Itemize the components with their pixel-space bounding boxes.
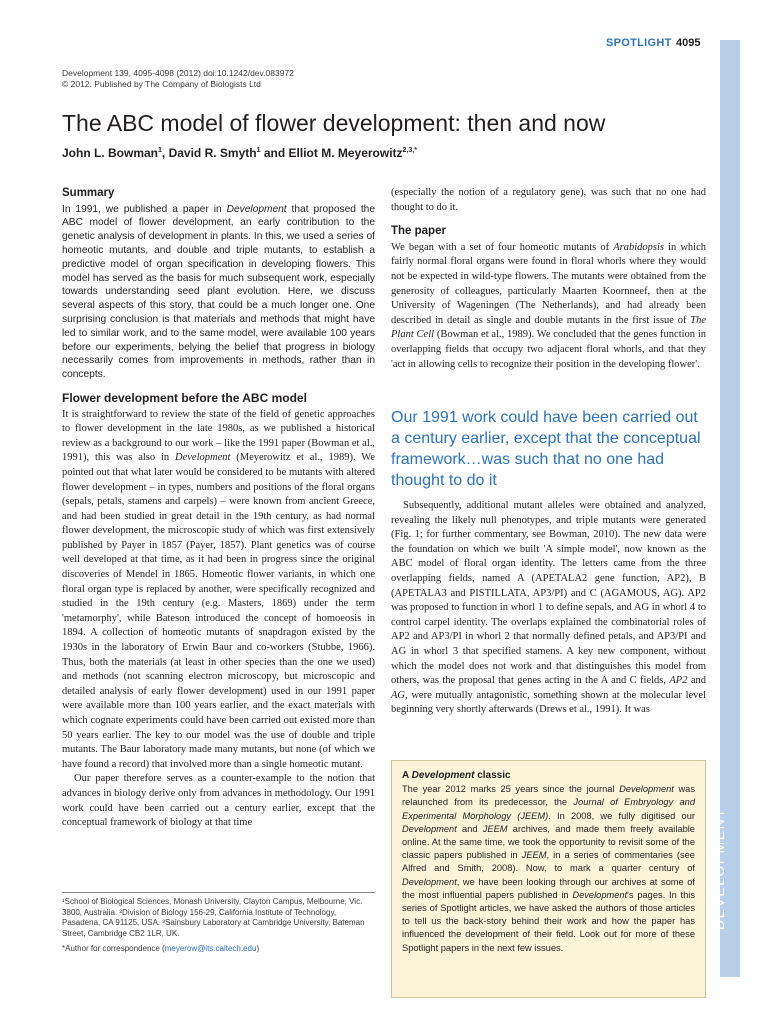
author-name: John L. Bowman bbox=[62, 146, 158, 160]
right-column bbox=[391, 186, 706, 372]
author-list bbox=[62, 146, 417, 160]
citation: Development 139, 4095-4098 (2012) doi:10.1242/dev.083972 bbox=[62, 68, 294, 78]
author-name: Elliot M. Meyerowitz bbox=[288, 146, 403, 160]
left-column bbox=[62, 186, 375, 831]
journal-side-label: DEVELOPMENT bbox=[711, 807, 727, 930]
correspondence: *Author for correspondence (meyerow@its.caltech.edu) bbox=[62, 944, 260, 953]
body-paragraph: We began with a set of four homeotic mutants of Arabidopsis in which fairly normal floral organs were found in floral whorls where they would not be expected in wild-type flowers. The mutants were obtained from the generosity of colleagues, particularly Maarten Koornneef, then at the University of Wageningen (The Netherlands), and had already been described in detail as single and double mutants in the first issue of The Plant Cell (Bowman et al., 1989). We concluded that the genes function in overlapping fields that occupy two adjacent floral whorls, and that they 'act in allowing cells to recognize their position in the developing flower'. bbox=[391, 241, 707, 370]
affil-marker: 1 bbox=[158, 147, 162, 154]
footnotes bbox=[62, 892, 375, 955]
section-label: SPOTLIGHT bbox=[606, 37, 672, 49]
section-heading-before-abc: Flower development before the ABC model bbox=[62, 390, 307, 405]
citation-block bbox=[62, 68, 382, 90]
body-paragraph: (especially the notion of a regulatory gene), was such that no one had thought to do it. bbox=[391, 187, 706, 213]
pull-quote: Our 1991 work could have been carried out a century earlier, except that the conceptual framework…was such that no one had thought to do it bbox=[391, 409, 701, 489]
summary-heading: Summary bbox=[62, 187, 115, 199]
box-text: The year 2012 marks 25 years since the journal Development was relaunched from its predecessor, the Journal of Embryology and Experimental Morphology (JEEM). In 2008, we fully digitised our Development and JEEM archives, and made them freely available online. At the same time, we took the opportunity to revisit some of the classic papers published in JEEM, in a series of commentaries (see Alfred and Smith, 2008). Now, to mark a quarter century of Development, we have been looking through our archives at some of the most influential papers published in Development's pages. In this series of Spotlight articles, we have asked the authors of those articles to tell us the back-story behind their work and how the paper has influenced the development of their field. Look out for more of these Spotlight papers in the next few issues. bbox=[402, 784, 696, 953]
summary-text: In 1991, we published a paper in Development that proposed the ABC model of flower development, an early contribution to the genetic analysis of development in plants. In this, we used a series of homeotic mutants, and double and triple mutants, to establish a predictive model of organ specification in developing flowers. This model has served as the basis for much subsequent work, especially towards understanding seed plant evolution. Here, we discuss several aspects of this story, that could be a much longer one. One surprising conclusion is that materials and methods that might have led to similar work, and to the same model, were available 100 years before our experiments, belying the belief that progress in biology necessarily comes from improvements in methods, rather than in concepts. bbox=[62, 203, 375, 381]
affil-marker: 1 bbox=[256, 147, 261, 154]
affiliations: ¹School of Biological Sciences, Monash University, Clayton Campus, Melbourne, Vic. 3800, Australia. ²Division of Biology 156-29, California Institute of Technology, Pasadena, CA 91125, USA. ³Sainsbury Laboratory at Cambridge University, Bateman Street, Cambridge CB2 1LR, UK. bbox=[62, 897, 365, 938]
right-column-continued bbox=[391, 499, 706, 718]
page-number: 4095 bbox=[676, 37, 701, 49]
copyright: © 2012. Published by The Company of Biologists Ltd bbox=[62, 79, 261, 89]
affil-marker: 2,3,* bbox=[402, 147, 417, 154]
body-paragraph: Our paper therefore serves as a counter-example to the notion that advances in biology derive only from advances in methodology. Our 1991 work could have been carried out a century earlier, except that the conceptual framework of biology at that time bbox=[62, 773, 375, 829]
body-paragraph: It is straightforward to review the state of the field of genetic approaches to flower development in the late 1980s, as we published a historical review as a background to our work – like the 1991 paper (Bowman et al., 1991), this was also in Development (Meyerowitz et al., 1989). We pointed out that what later would be considered to be mutants with altered flower development – in types, numbers and positions of the floral organs (sepals, petals, stamens and carpels) – were known from ancient Greece, and had been studied in great detail in the 19th century, as had normal flower development, the microscopic study of which was first extensively published by Payer in 1857 (Payer, 1857). Plant genetics was of course well developed at that time, as it had been in progress since the original discoveries of Mendel in 1865. Homeotic flower variants, in which one floral organ type is replaced by another, were specifically recognized and studied in the 19th century (e.g. Masters, 1869) under the term 'metamorphy', while Bateson introduced the concept of homoeosis in 1894. A collection of homeotic mutants of snapdragon existed by the 1930s in the laboratory of Erwin Baur and co-workers (Stubbe, 1966). Thus, both the materials (at least in other species than the one we used) and methods (not scanning electron microscopy, but microscopic and detailed analysis of early flower development) used in our 1991 paper were available more than 100 years earlier, and the exact materials with which cognate experiments could have been carried out existed more than 50 years earlier. The key to our model was the use of double and triple mutants. The Baur laboratory made many mutants, but none (of which we have found a record) that involved more than a single homeotic mutant. bbox=[62, 408, 375, 770]
author-separator: and bbox=[260, 146, 289, 160]
section-heading-paper: The paper bbox=[391, 225, 446, 238]
author-name: David R. Smyth bbox=[168, 146, 257, 160]
correspondence-email-link[interactable]: meyerow@its.caltech.edu bbox=[164, 944, 257, 953]
development-classic-box bbox=[391, 760, 706, 998]
author-separator: , bbox=[161, 146, 169, 160]
article-title: The ABC model of flower development: then and now bbox=[62, 110, 606, 136]
box-title: A Development classic bbox=[402, 770, 511, 781]
body-paragraph: Subsequently, additional mutant alleles were obtained and analyzed, revealing the likely null phenotypes, and triple mutants were generated (Fig. 1; for further commentary, see Bowman, 2010). The new data were the foundation on which we built 'A simple model', now known as the ABC model of floral organ identity. The letters came from the three overlapping fields, named A (APETALA2 gene function, AP2), B (APETALA3 and PISTILLATA, AP3/PI) and C (AGAMOUS, AG). AP2 was proposed to function in whorl 1 to define sepals, and AG in whorl 4 to control carpel identity. The overlaps explained the combinatorial roles of AP2 and AP3/PI in whorl 2 that normally defined petals, and AP3/PI and AG in whorl 3 that specified stamens. A key new component, without which the model does not work and that distinguishes this model from others, was the proposal that genes acting in the A and C fields, AP2 and AG, were mutually antagonistic, something shown at the molecular level beginning very shortly afterwards (Drews et al., 1991). It was bbox=[391, 500, 706, 716]
